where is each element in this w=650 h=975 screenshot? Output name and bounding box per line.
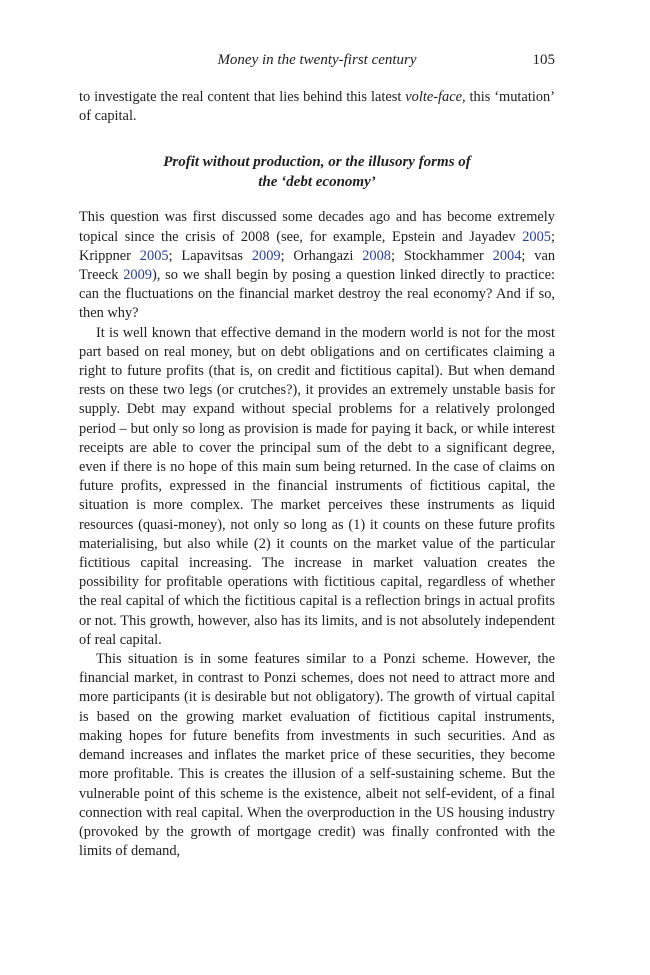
paragraph-1-text-b: ; Krippner <box>79 228 555 264</box>
page-number: 105 <box>532 52 555 68</box>
intro-text-end: this ‘mutation’ of capital. <box>79 89 555 125</box>
paragraph-1-text-a: This question was first discussed some decades ago and has become extremely topical since the crisis of 2008 (see, for example, Epstein and Jayadev <box>79 209 555 245</box>
section-heading-line-1: Profit without production, or the illusory forms of <box>163 154 471 171</box>
section-heading <box>79 152 555 192</box>
citation-link-lapavitsas[interactable]: 2009 <box>251 247 281 264</box>
book-page <box>79 46 555 861</box>
intro-text-start: to investigate the real content that lies behind this latest <box>79 89 406 105</box>
intro-italic-term: volte-face, <box>405 89 466 105</box>
paragraph-1-text-f: ; van Treeck <box>79 247 556 284</box>
paragraph-1 <box>79 208 555 323</box>
citation-link-epstein-jayadev[interactable]: 2005 <box>522 228 551 245</box>
paragraph-1-text-d: ; Orhangazi <box>280 247 363 264</box>
paragraph-1-text-c: ; Lapavitsas <box>168 247 252 264</box>
running-header <box>79 46 555 74</box>
page-body <box>79 88 555 861</box>
paragraph-3: This situation is in some features similar to a Ponzi scheme. However, the financial market, in contrast to Ponzi schemes, does not need to attract more and more participants (it is desirable but not obligatory). The growth of virtual capital is based on the growing market evaluation of fictitious capital instruments, making hopes for future benefits from investments in such securities. And as demand increases and inflates the market price of these securities, they become more profitable. This is creates the illusion of a self-sustaining scheme. But the vulnerable point of this scheme is the existence, albeit not self-evident, of a final connection with real capital. When the overproduction in the US housing industry (provoked by the growth of mortgage credit) was finally confronted with the limits of demand, <box>79 651 555 860</box>
paragraph-1-text-e: ; Stockhammer <box>391 247 493 264</box>
citation-link-van-treeck[interactable]: 2009 <box>123 267 152 284</box>
citation-link-orhangazi[interactable]: 2008 <box>362 247 391 264</box>
paragraph-2: It is well known that effective demand in the modern world is not for the most part based on real money, but on debt obligations and on certificates claiming a right to future profits (that is, on credit and fictitious capital). But when demand rests on these two legs (or crutches?), it provides an extremely unstable basis for supply. Debt may expand without special problems for a relatively prolonged period – but only so long as provision is made for paying it back, or while interest receipts are able to cover the principal sum of the debt to a significant degree, even if there is no hope of this main sum being returned. In the case of claims on future profits, expressed in the financial instruments of fictitious capital, the situation is more complex. The market perceives these instruments as liquid resources (quasi-money), not only so long as (1) it counts on these future profits materialising, but also while (2) it counts on the market value of the particular fictitious capital increasing. The increase in market valuation creates the possibility for profitable operations with fictitious capital, regardless of whether the real capital of which the fictitious capital is a reflection brings in actual profits or not. This growth, however, also has its limits, and is not absolutely independent of real capital. <box>79 324 555 648</box>
citation-link-stockhammer[interactable]: 2004 <box>492 247 522 264</box>
intro-paragraph <box>79 88 555 126</box>
running-title: Money in the twenty-first century <box>217 52 417 68</box>
citation-link-krippner[interactable]: 2005 <box>139 247 169 264</box>
section-heading-line-2: the ‘debt economy’ <box>258 174 376 191</box>
paragraph-1-text-g: ), so we shall begin by posing a question linked directly to practice: can the fluctuations on the financial market destroy the real economy? And if so, then why? <box>79 267 556 322</box>
